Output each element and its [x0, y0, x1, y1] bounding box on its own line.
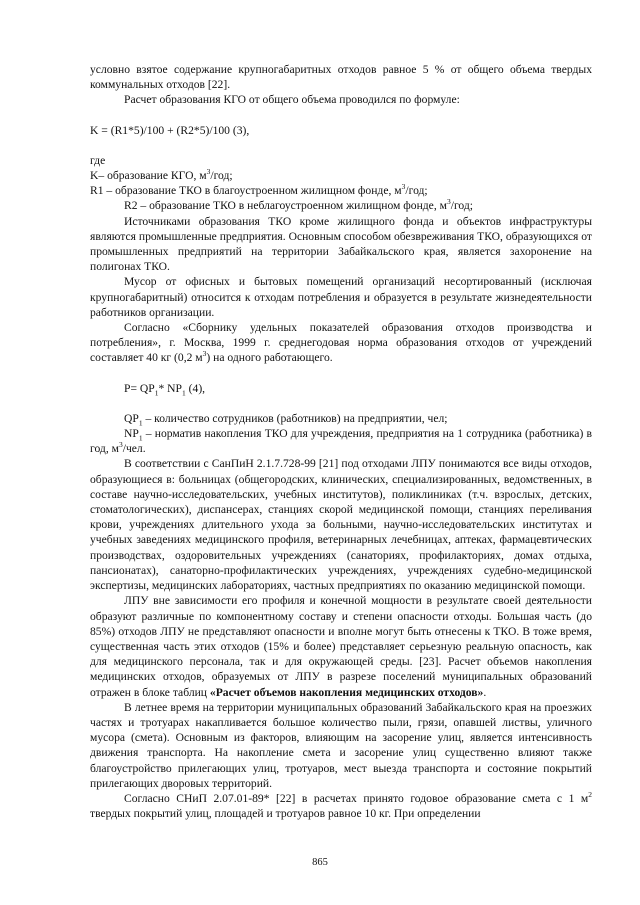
formula-k: K = (R1*5)/100 + (R2*5)/100 (3), [90, 123, 250, 137]
paragraph: В соответствии с СанПиН 2.1.7.728-99 [21] под отходами ЛПУ понимаются все виды отходов, образующиеся в: больницах (общегородских, клинических, специализированных, ведомственных, в составе научно-исследовательских, учебных институтов), поликлиниках (т.ч. взрослых, детских, стоматологических), диспансерах, станциях скорой медицинской помощи, станциях переливания крови, учреждениях длительного ухода за больными, научно-исследовательских институтах и учебных заведениях медицинского профиля, ветеринарных лечебницах, аптеках, фармацевтических производствах, оздоровительных учреждениях (санаториях, профилакториях, домах отдыха, пансионатах), санаторно-профилактических учреждениях, учреждениях судебно-медицинской экспертизы, медицинских лабораториях, частных предприятиях по оказанию медицинской помощи. [90, 457, 592, 593]
page-body [90, 62, 592, 821]
page-number: 865 [312, 857, 328, 868]
paragraph: В летнее время на территории муниципальных образований Забайкальского края на проезжих частях и тротуарах накапливается большое количество пыли, грязи, опавшей листвы, уличного мусора (смета). Основным из факторов, влияющим на засорение улиц, является интенсивность движения транспорта. На накопление смета и засорение улиц существенно влияют также благоустройство прилегающих улиц, тротуаров, мест выезда транспорта и состояние покрытий прилегающих дворовых территорий. [90, 700, 592, 790]
paragraph: Мусор от офисных и бытовых помещений организаций несортированный (исключая крупногабаритный) относится к отходам потребления и образуется в результате жизнедеятельности работников организации. [90, 275, 592, 319]
paragraph: условно взятое содержание крупногабаритных отходов равное 5 % от общего объема твердых коммунальных отходов [22]. [90, 63, 592, 92]
paragraph: Источниками образования ТКО кроме жилищного фонда и объектов инфраструктуры являются промышленные предприятия. Основным способом обезвреживания ТКО, образующихся от промышленных предприятий на территории Забайкальского края, является захоронение на полигонах ТКО. [90, 214, 592, 274]
paragraph: Согласно СНиП 2.07.01-89* [22] в расчетах принято годовое образование смета с 1 $м^2$ твердых покрытий улиц, площадей и тротуаров равное 10 кг. При определении [90, 790, 592, 821]
where-label: где [90, 153, 106, 167]
paragraph: ЛПУ вне зависимости его профиля и конечной мощности в результате своей деятельности образуют различные по компонентному составу и степени опасности отходы. Большая часть (до 85%) отходов ЛПУ не представляют опасности и вполне могут быть отнесены к ТКО. В тоже время, существенная часть этих отходов (15% и более) представляет серьезную реальную опасность, как для медицинского персонала, так и для окружающей среды. [23]. Расчет объемов накопления медицинских отходов, образуемых от ЛПУ в разрезе поселений муниципальных образований отражен в блоке таблиц «Расчет объемов накопления медицинских отходов». [90, 594, 592, 699]
definition-k: K– образование КГО, $м^3$/год; [90, 167, 233, 183]
definition-np: $NP_1$ – норматив накопления ТКО для учреждения, предприятия на 1 сотрудника (работника) в год, $м^3$/чел. [90, 427, 592, 456]
definition-r2: R2 – образование ТКО в неблагоустроенном жилищном фонде, $м^3$/год; [124, 197, 473, 213]
formula-p: $P= QP_1*$ $NP_1$ (4), [124, 381, 206, 397]
table-block-reference: «Расчет объемов накопления медицинских отходов» [209, 685, 484, 699]
paragraph: Согласно «Сборнику удельных показателей образования отходов производства и потребления», г. Москва, 1999 г. среднегодовая норма образования отходов от учреждений составляет 40 кг (0,2 $м^3$) на одного работающего. [90, 321, 592, 365]
definition-qp: $QP_1$ – количество сотрудников (работников) на предприятии, чел; [124, 411, 448, 428]
definition-r1: R1 – образование ТКО в благоустроенном жилищном фонде, $м^3$/год; [90, 182, 428, 198]
paragraph: Расчет образования КГО от общего объема проводился по формуле: [124, 93, 460, 107]
